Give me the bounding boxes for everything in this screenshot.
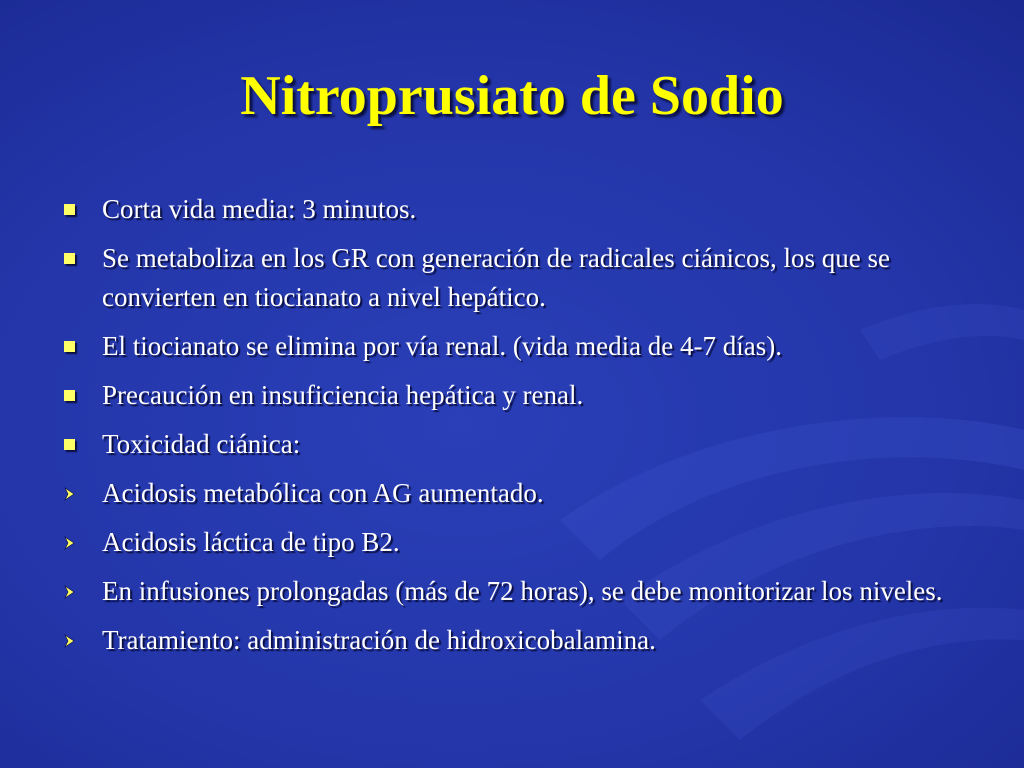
arrow-bullet-icon bbox=[62, 584, 78, 600]
list-item bbox=[60, 425, 960, 464]
list-item bbox=[60, 474, 960, 513]
list-item-text: Corta vida media: 3 minutos. bbox=[102, 194, 417, 224]
bullet-list bbox=[60, 190, 960, 670]
square-bullet-icon bbox=[64, 341, 75, 352]
list-item-text: El tiocianato se elimina por vía renal. (vida media de 4-7 días). bbox=[102, 331, 783, 361]
list-item-text: Acidosis metabólica con AG aumentado. bbox=[102, 478, 544, 508]
list-item-text: Tratamiento: administración de hidroxicobalamina. bbox=[102, 625, 656, 655]
arrow-bullet-icon bbox=[62, 486, 78, 502]
square-bullet-icon bbox=[64, 253, 75, 264]
square-bullet-icon bbox=[64, 439, 75, 450]
square-bullet-icon bbox=[64, 390, 75, 401]
list-item bbox=[60, 327, 960, 366]
list-item bbox=[60, 190, 960, 229]
arrow-bullet-icon bbox=[62, 535, 78, 551]
list-item-text: Toxicidad ciánica: bbox=[102, 429, 301, 459]
slide-title: Nitroprusiato de Sodio bbox=[240, 65, 784, 127]
list-item bbox=[60, 376, 960, 415]
list-item bbox=[60, 239, 960, 317]
list-item bbox=[60, 621, 960, 660]
list-item-text: Se metaboliza en los GR con generación de radicales ciánicos, los que se convierten en tiocianato a nivel hepático. bbox=[102, 243, 890, 312]
list-item-text: Acidosis láctica de tipo B2. bbox=[102, 527, 400, 557]
arrow-bullet-icon bbox=[62, 633, 78, 649]
square-bullet-icon bbox=[64, 204, 75, 215]
list-item bbox=[60, 523, 960, 562]
list-item-text: Precaución en insuficiencia hepática y renal. bbox=[102, 380, 584, 410]
list-item bbox=[60, 572, 960, 611]
list-item-text: En infusiones prolongadas (más de 72 horas), se debe monitorizar los niveles. bbox=[102, 576, 943, 606]
